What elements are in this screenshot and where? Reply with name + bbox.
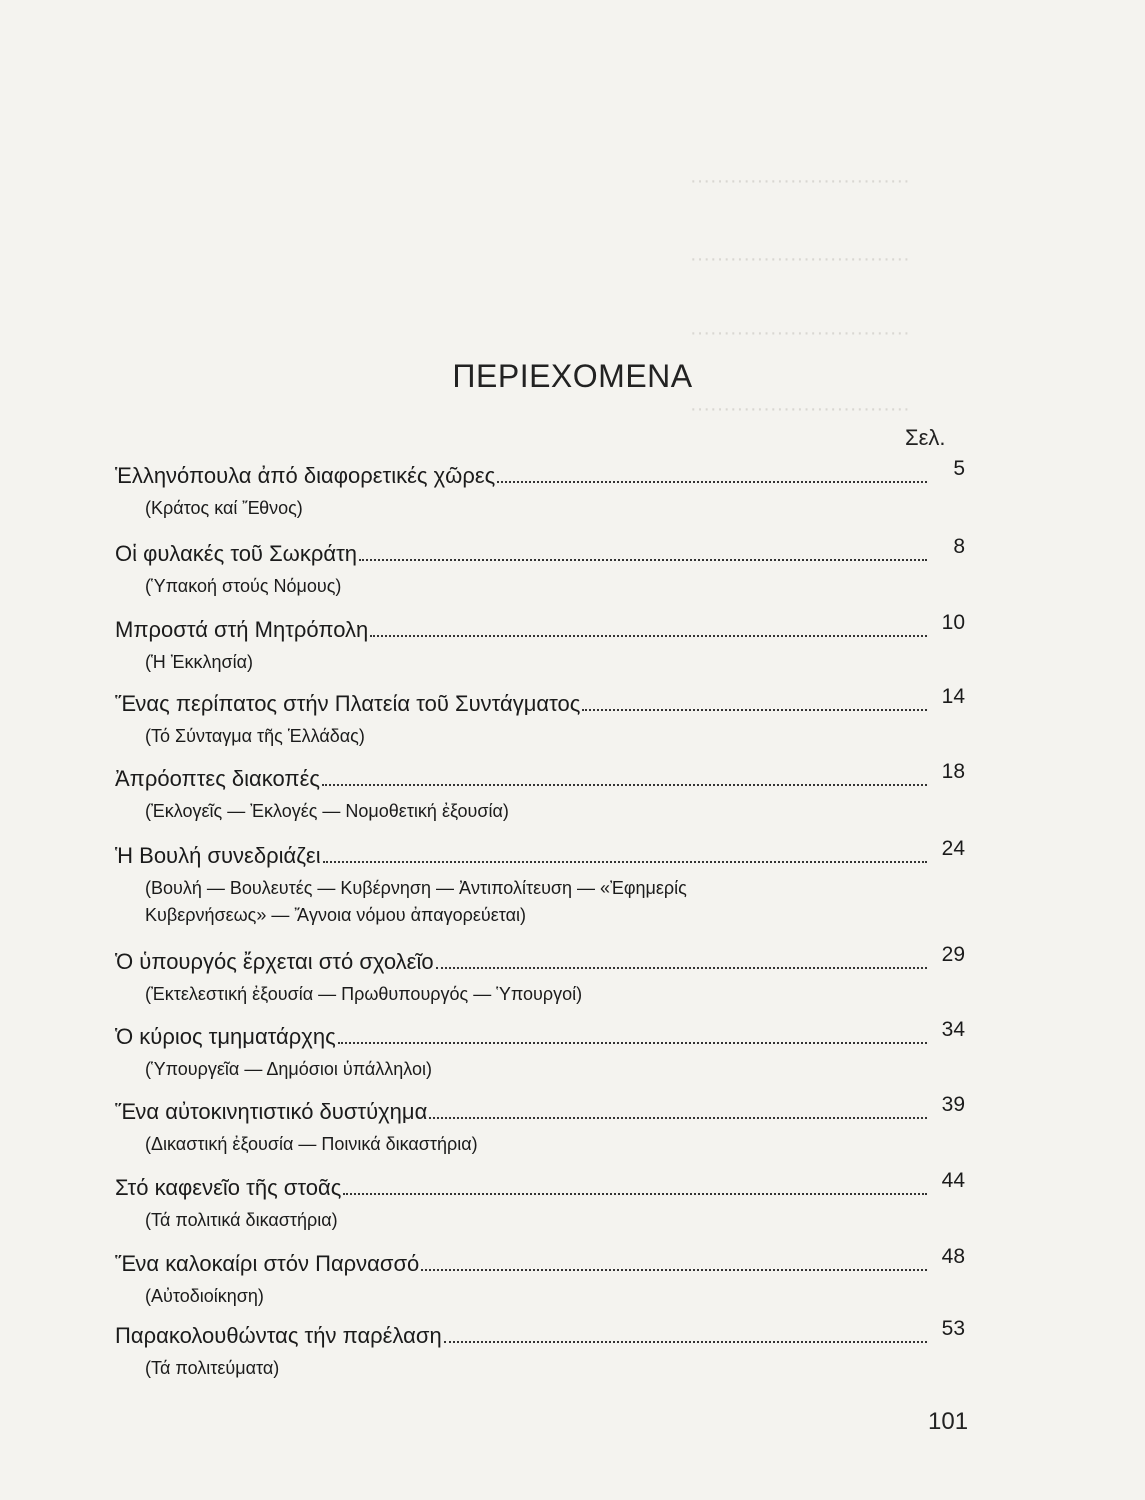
toc-entry-page: 24 [941, 837, 965, 860]
toc-entry [115, 685, 965, 750]
toc-entry-subtitle-text: (Τό Σύνταγμα τῆς Ἑλλάδας) [145, 726, 365, 746]
toc-entry-subtitle [145, 573, 965, 600]
toc-entry-page: 44 [941, 1169, 965, 1192]
toc-entry [115, 1317, 965, 1382]
dot-leader [582, 709, 927, 711]
page-number: 101 [928, 1408, 969, 1435]
toc-entry-line [115, 1093, 965, 1127]
toc-entry-page: 10 [941, 611, 965, 634]
toc-entry [115, 535, 965, 600]
toc-entry-title: Ὁ κύριος τμηματάρχης [115, 1024, 336, 1049]
toc-entry-page: 48 [941, 1245, 965, 1268]
toc-entry-line [115, 535, 965, 569]
dot-leader [359, 559, 927, 561]
toc-entry-subtitle [145, 1056, 965, 1083]
toc-entry-title: Ἕνα καλοκαίρι στόν Παρνασσό [115, 1251, 420, 1276]
dot-leader [338, 1042, 927, 1044]
toc-entry-subtitle [145, 798, 965, 825]
toc-entry-page: 29 [941, 943, 965, 966]
toc-entry-line [115, 943, 965, 977]
toc-entry-page: 18 [941, 760, 965, 783]
toc-entry-line [115, 1169, 965, 1203]
toc-entry-page: 39 [941, 1093, 965, 1116]
toc-entry-line [115, 1317, 965, 1351]
toc-entry-subtitle-text-continued: Κυβερνήσεως» — Ἄγνοια νόμου ἀπαγορεύεται) [145, 905, 527, 925]
dot-leader [322, 784, 927, 786]
toc-entry-subtitle [145, 495, 965, 522]
toc-entry-subtitle-text: (Κράτος καί Ἔθνος) [145, 498, 303, 518]
toc-entry-line [115, 1245, 965, 1279]
page-column-label: Σελ. [905, 425, 946, 450]
toc-entry [115, 1093, 965, 1158]
toc-entry-line [115, 457, 965, 491]
toc-entry-title: Ἀπρόοπτες διακοπές [115, 766, 321, 791]
toc-entry-subtitle [145, 1207, 965, 1234]
toc-entry-title: Οἱ φυλακές τοῦ Σωκράτη [115, 541, 358, 566]
toc-entry-page: 14 [941, 685, 965, 708]
toc-entry-title: Ἡ Βουλή συνεδριάζει [115, 843, 321, 868]
toc-entry-subtitle [145, 1283, 965, 1310]
toc-entry-subtitle-text: (Δικαστική ἐξουσία — Ποινικά δικαστήρια) [145, 1134, 478, 1154]
toc-entry-page: 8 [953, 535, 965, 558]
toc-entry-page: 34 [941, 1018, 965, 1041]
toc-entry-line [115, 611, 965, 645]
toc-entry-subtitle-text: (Ἐκλογεῖς — Ἐκλογές — Νομοθετική ἐξουσία) [145, 801, 509, 821]
toc-entry-subtitle-text: (Ἡ Ἐκκλησία) [145, 652, 254, 672]
toc-entry [115, 760, 965, 825]
toc-entry-subtitle-text: (Αὐτοδιοίκηση) [145, 1286, 264, 1306]
dot-leader [444, 1341, 927, 1343]
toc-entry-subtitle-text: (Τά πολιτικά δικαστήρια) [145, 1210, 338, 1230]
toc-entry [115, 1018, 965, 1083]
toc-entry-title: Ἕνας περίπατος στήν Πλατεία τοῦ Συντάγματος [115, 691, 581, 716]
page-title: ΠΕΡΙΕΧΟΜΕΝΑ [452, 358, 693, 394]
dot-leader [429, 1117, 927, 1119]
toc-entry-subtitle [145, 649, 965, 676]
toc-entry-subtitle-text: (Βουλή — Βουλευτές — Κυβέρνηση — Ἀντιπολίτευση — «Ἐφημερίς [145, 878, 687, 898]
dot-leader [436, 967, 927, 969]
toc-entry-page: 5 [953, 457, 965, 480]
toc-entry-subtitle [145, 1355, 965, 1382]
toc-entry [115, 611, 965, 676]
toc-entry-line [115, 837, 965, 871]
toc-entry [115, 457, 965, 522]
toc-entry-page: 53 [941, 1317, 965, 1340]
toc-entry-subtitle-text: (Τά πολιτεύματα) [145, 1358, 280, 1378]
toc-entry-title: Ἕνα αὐτοκινητιστικό δυστύχημα [115, 1099, 428, 1124]
toc-entry-title: Ἑλληνόπουλα ἀπό διαφορετικές χῶρες [115, 463, 496, 488]
toc-entry-subtitle [145, 723, 965, 750]
dot-leader [497, 481, 927, 483]
dot-leader [343, 1193, 927, 1195]
toc-entry-subtitle [145, 875, 965, 929]
toc-entry-subtitle-text: (Ὑπουργεῖα — Δημόσιοι ὑπάλληλοι) [145, 1059, 433, 1079]
toc-entry-subtitle [145, 1131, 965, 1158]
toc-entry-title: Ὁ ὑπουργός ἔρχεται στό σχολεῖο [115, 949, 434, 974]
toc-entry-title: Μπροστά στή Μητρόπολη [115, 617, 369, 642]
dot-leader [323, 861, 927, 863]
toc-entry [115, 943, 965, 1008]
bleed-through-text: ································· [690, 398, 910, 420]
dot-leader [421, 1269, 927, 1271]
toc-entry-title: Στό καφενεῖο τῆς στοᾶς [115, 1175, 342, 1200]
toc-entry-subtitle-text: (Ὑπακοή στούς Νόμους) [145, 576, 342, 596]
toc-entry-title: Παρακολουθώντας τήν παρέλαση [115, 1323, 442, 1348]
toc-entry-line [115, 685, 965, 719]
bleed-through-text: ································· [690, 248, 910, 270]
toc-entry-line [115, 760, 965, 794]
toc-entry-subtitle-text: (Ἐκτελεστική ἐξουσία — Πρωθυπουργός — Ὑπουργοί) [145, 984, 583, 1004]
toc-entry [115, 1169, 965, 1234]
dot-leader [370, 635, 927, 637]
bleed-through-text: ································· [690, 170, 910, 192]
bleed-through-text: ································· [690, 322, 910, 344]
toc-entry [115, 837, 965, 929]
toc-entry [115, 1245, 965, 1310]
toc-entry-subtitle [145, 981, 965, 1008]
toc-entry-line [115, 1018, 965, 1052]
